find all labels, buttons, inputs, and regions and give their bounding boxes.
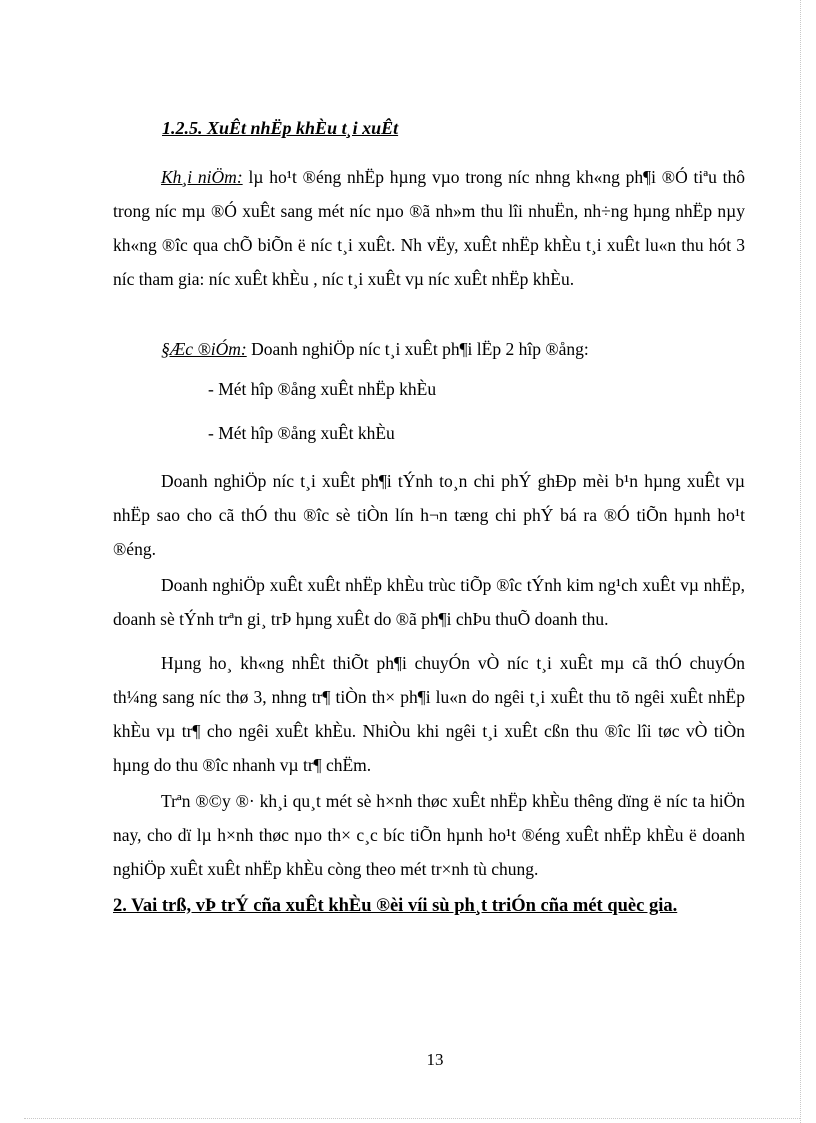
page-number: 13 (426, 1050, 444, 1069)
definition-text: lµ ho¹t ®éng nhËp hµng vµo trong níc nhng kh«ng ph¶i ®Ó tiªu thô trong níc mµ ®Ó xuÊt sang mét níc nµo ®ã nh»m thu lîi nhuËn, nh÷ng hµng nhËp nµy kh«ng ®îc qua chÕ biÕn ë níc t¸i xuÊt. Nh vËy, xuÊt nhËp khÈu t¸i xuÊt lu«n thu hót 3 níc tham gia: níc xuÊt khÈu , níc t¸i xuÊt vµ níc xuÊt nhËp khÈu. (113, 167, 746, 289)
subsection-heading: 1.2.5. XuÊt nhËp khÈu t¸i xuÊt (162, 118, 399, 138)
margin-guide-horizontal (24, 1118, 800, 1119)
features-label: §Æc ®iÓm: (161, 339, 247, 359)
paragraph-features (113, 332, 745, 366)
bullet-item: - Mét hîp ®ång xuÊt nhËp khÈu (208, 379, 437, 399)
paragraph-summary: Trªn ®©y ®· kh¸i qu¸t mét sè h×nh thøc xuÊt nhËp khÈu thêng dïng ë níc ta hiÖn nay, cho dï lµ h×nh thøc nµo th× c¸c bíc tiÕn hµnh ho¹t ®éng xuÊt nhËp khÈu ë doanh nghiÖp xuÊt xuÊt nhËp khÈu còng theo mét tr×nh tù chung. (113, 791, 745, 879)
paragraph-cost: Doanh nghiÖp níc t¸i xuÊt ph¶i tÝnh to¸n chi phÝ ghÐp mèi b¹n hµng xuÊt vµ nhËp sao cho cã thÓ thu ®îc sè tiÒn lín h¬n tæng chi phÝ bá ra ®Ó tiÕn hµnh ho¹t ®éng. (113, 471, 745, 559)
paragraph-turnover: Doanh nghiÖp xuÊt xuÊt nhËp khÈu trùc tiÕp ®îc tÝnh kim ng¹ch xuÊt vµ nhËp, doanh sè tÝnh trªn gi¸ trÞ hµng xuÊt do ®ã ph¶i chÞu thuÕ doanh thu. (113, 575, 745, 629)
definition-label: Kh¸i niÖm: (161, 167, 243, 187)
paragraph-shipment: Hµng ho¸ kh«ng nhÊt thiÕt ph¶i chuyÓn vÒ níc t¸i xuÊt mµ cã thÓ chuyÓn th¼ng sang níc thø 3, nhng tr¶ tiÒn th× ph¶i lu«n do ngêi t¸i xuÊt thu tõ ngêi xuÊt nhËp khÈu vµ tr¶ cho ngêi xuÊt khÈu. NhiÒu khi ngêi t¸i xuÊt cßn thu ®îc lîi tøc vÒ tiÒn hµng do thu ®îc nhanh vµ tr¶ chËm. (113, 653, 745, 775)
paragraph-definition (113, 160, 745, 296)
section-heading: 2. Vai trß, vÞ trÝ cña xuÊt khÈu ®èi víi sù ph¸t triÓn cña mét quèc gia. (113, 896, 678, 916)
features-text: Doanh nghiÖp níc t¸i xuÊt ph¶i lËp 2 hîp ®ång: (246, 339, 589, 359)
bullet-item: - Mét hîp ®ång xuÊt khÈu (208, 423, 395, 443)
margin-guide-vertical (800, 0, 801, 1123)
